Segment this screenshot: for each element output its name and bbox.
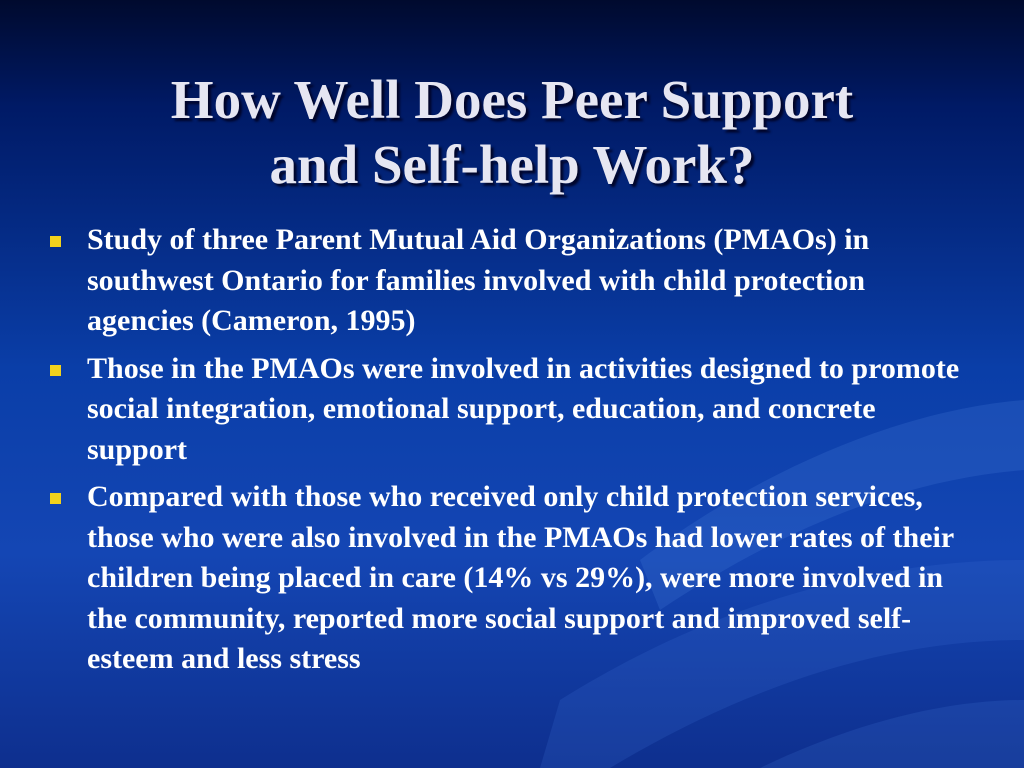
bullet-text-1: Study of three Parent Mutual Aid Organizations (PMAOs) in southwest Ontario for families involved with child protection agencies (Cameron, 1995) — [87, 223, 870, 337]
bullet-item-2 — [45, 349, 975, 471]
bullet-item-3 — [45, 477, 975, 680]
slide-title-line-2: and Self-help Work? — [269, 133, 755, 195]
bullet-list — [45, 220, 975, 687]
slide-title — [40, 67, 984, 197]
slide-title-line-1: How Well Does Peer Support — [170, 68, 854, 130]
square-bullet-icon — [50, 365, 61, 376]
bullet-text-2: Those in the PMAOs were involved in activities designed to promote social integration, emotional support, education, and concrete support — [87, 351, 960, 466]
square-bullet-icon — [50, 236, 61, 247]
square-bullet-icon — [50, 493, 61, 504]
bullet-item-1 — [45, 220, 975, 342]
bullet-text-3: Compared with those who received only child protection services, those who were also involved in the PMAOs had lower rates of their children being placed in care (14% vs 29%), were more involved in the community, reported more social support and improved self-esteem and less stress — [87, 480, 954, 675]
swirl-band-bottom — [760, 700, 1024, 768]
